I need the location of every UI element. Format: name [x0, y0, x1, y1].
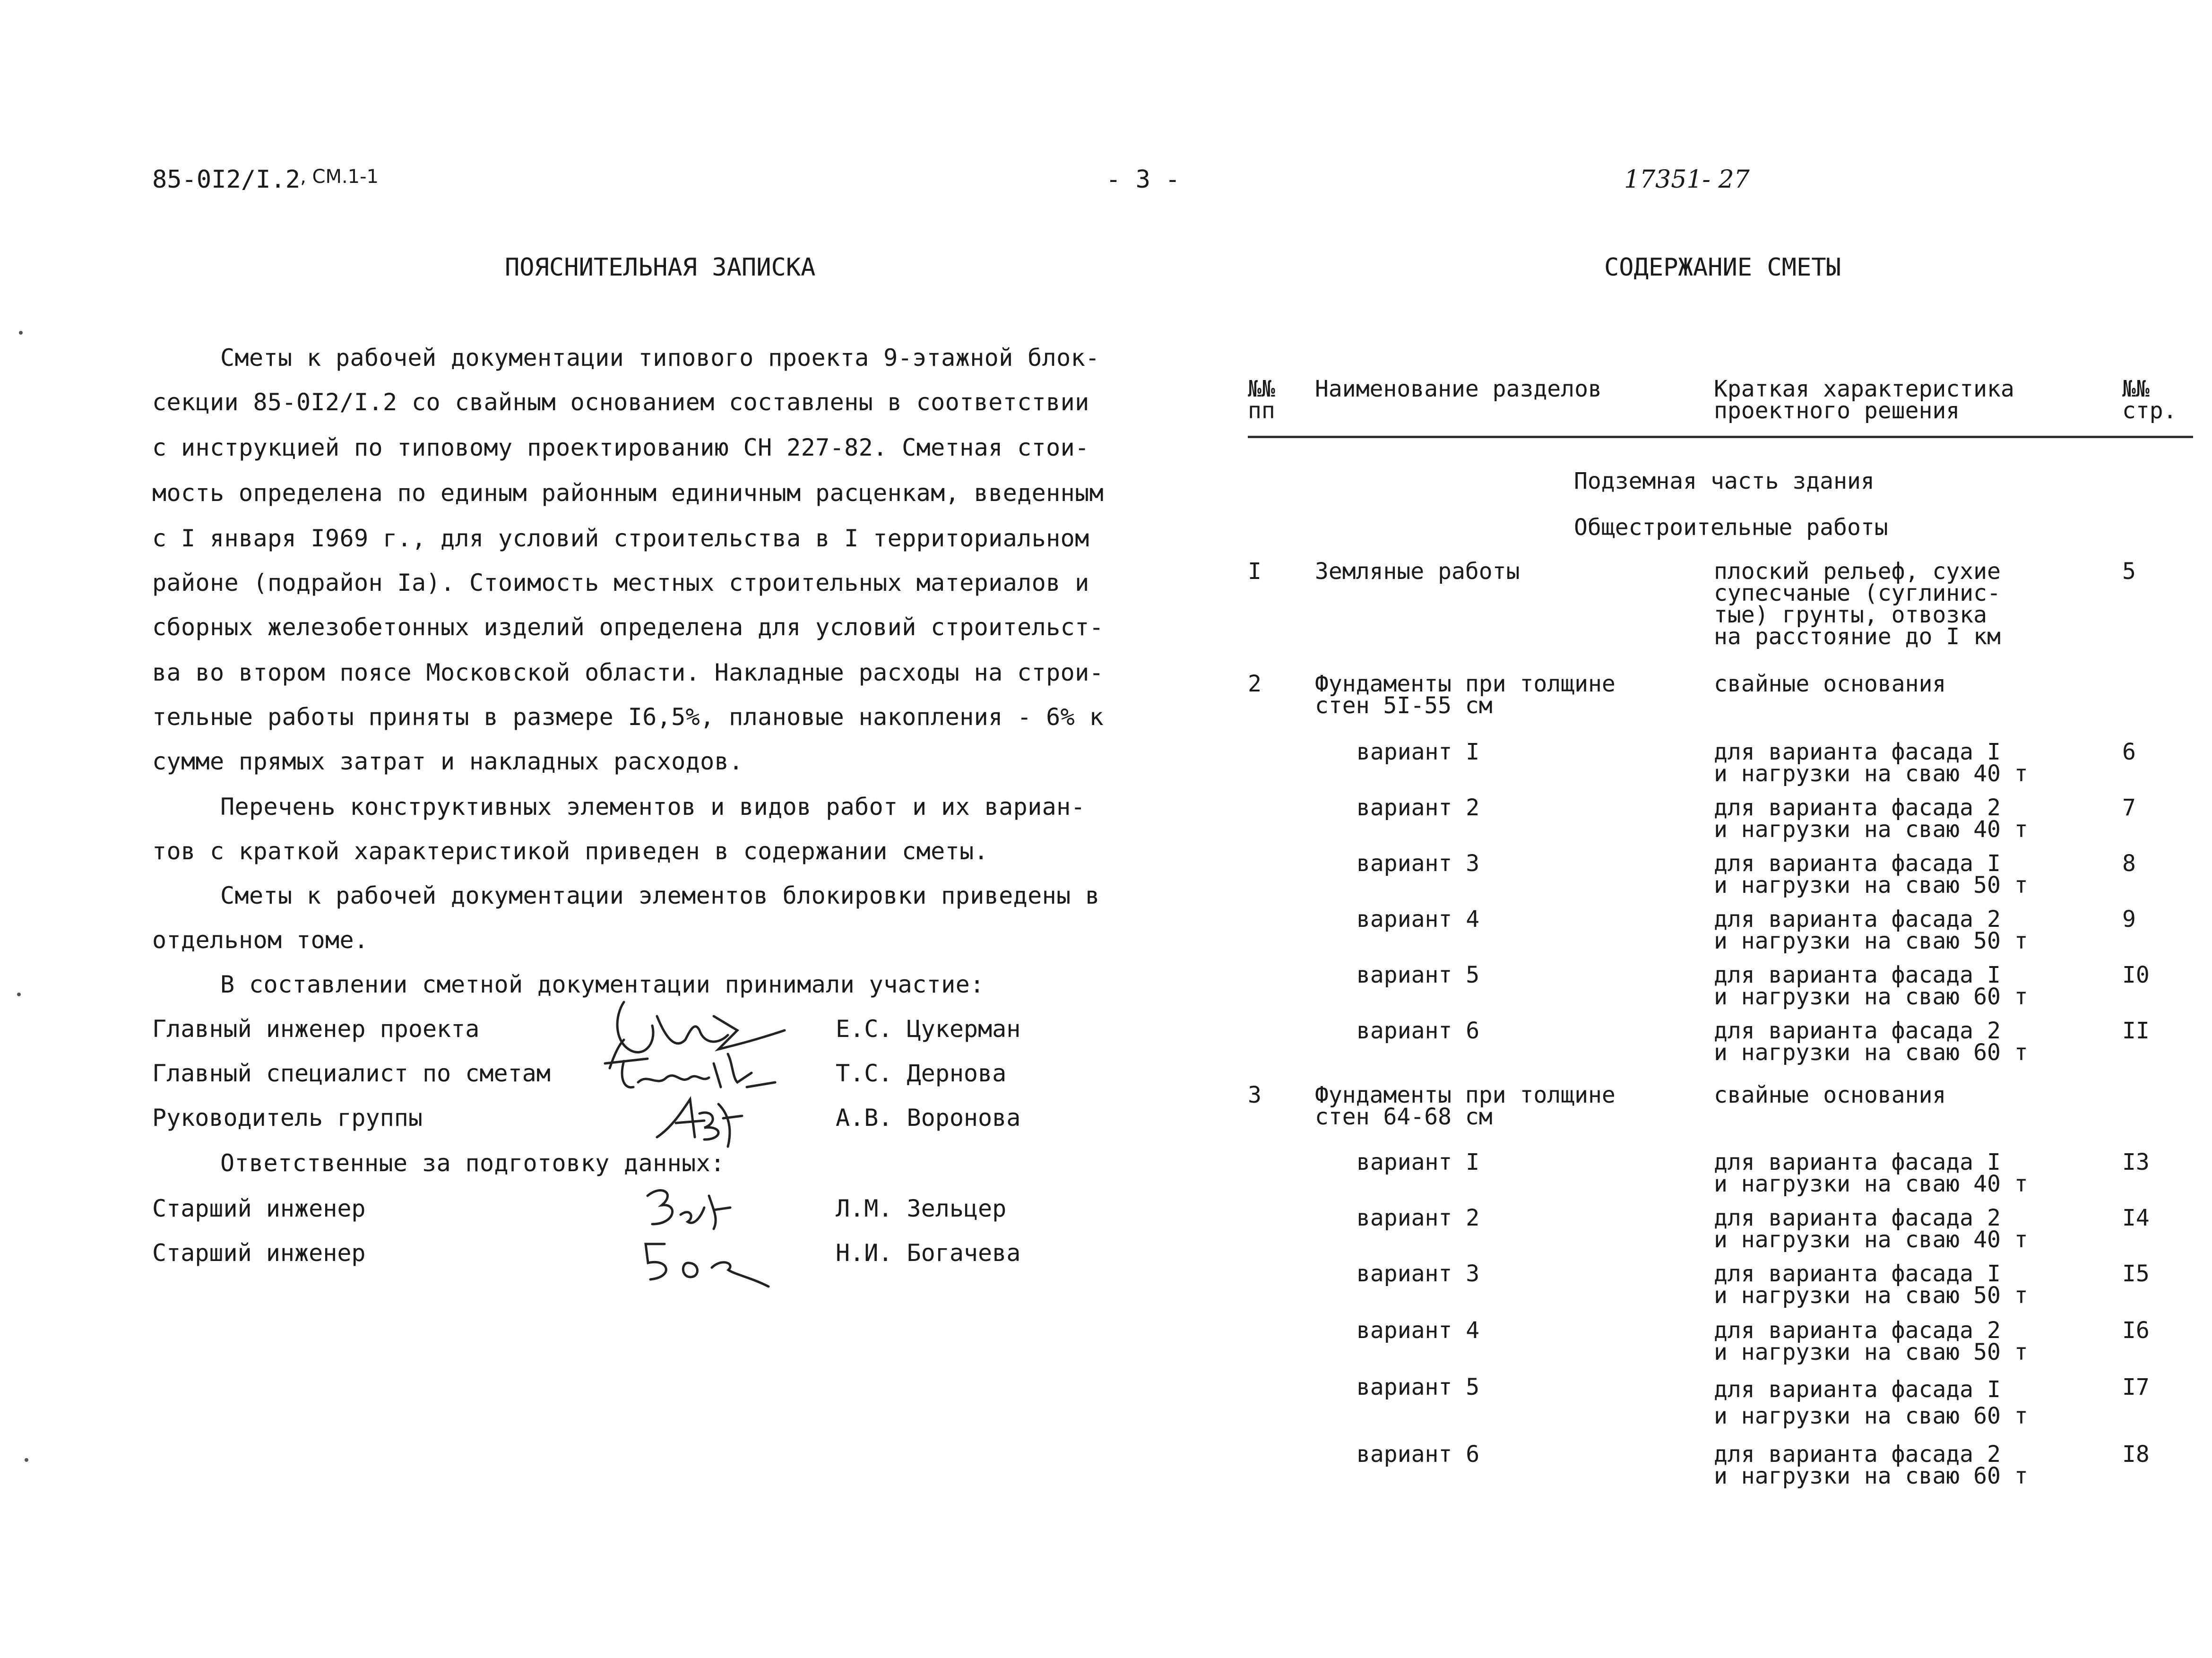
row-name-line: Фундаменты при толщине [1315, 671, 1616, 697]
variant-desc [1714, 964, 2028, 1008]
variant-page: 7 [2122, 794, 2136, 821]
row-name: Земляные работы [1315, 558, 1520, 585]
variant-page: 8 [2122, 850, 2136, 877]
signature-bogacheva [641, 1235, 773, 1291]
note-line: районе (подрайон Iа). Стоимость местных строительных материалов и [152, 569, 1089, 596]
row-num: I [1248, 558, 1262, 585]
header-desc-line: проектного решения [1714, 397, 1960, 424]
variant-desc-line: для варианта фасада I [1714, 850, 2001, 877]
participant-name: Т.С. Дернова [836, 1060, 1007, 1087]
contents-title: СОДЕРЖАНИЕ СМЕТЫ [1604, 253, 1841, 282]
participant-role: Главный инженер проекта [152, 1015, 480, 1043]
variant-page: I8 [2122, 1441, 2150, 1468]
variant-page: I6 [2122, 1317, 2150, 1344]
participant-name: Е.С. Цукерман [836, 1015, 1021, 1043]
variant-desc-line: и нагрузки на сваю 60 т [1714, 1403, 2028, 1429]
signature-voronova [652, 1095, 747, 1151]
variant-page: I4 [2122, 1205, 2150, 1231]
signature-dernova [596, 1045, 794, 1101]
variant-page: 6 [2122, 739, 2136, 765]
variant-desc-line: для варианта фасада I [1714, 1149, 2001, 1175]
variant-label: вариант 2 [1357, 794, 1480, 821]
variant-desc-line: для варианта фасада 2 [1714, 794, 2001, 821]
row-desc-line: плоский рельеф, сухие [1714, 558, 2001, 585]
note-line: тельные работы приняты в размере I6,5%, плановые накопления - 6% к [152, 703, 1104, 731]
group-title: Общестроительные работы [1574, 514, 1888, 541]
header-page-line: стр. [2122, 397, 2177, 424]
variant-desc [1714, 908, 2028, 952]
header-desc-line: Краткая характеристика [1714, 376, 2014, 402]
responsible-role: Старший инженер [152, 1195, 366, 1222]
responsible-name: Л.М. Зельцер [836, 1195, 1007, 1222]
scan-dot [17, 993, 21, 996]
row-desc-line: на расстояние до I км [1714, 623, 2001, 650]
variant-desc [1714, 1207, 2028, 1251]
responsible-name: Н.И. Богачева [836, 1239, 1021, 1267]
variant-desc-line: и нагрузки на сваю 40 т [1714, 1171, 2028, 1197]
variant-desc-line: для варианта фасада 2 [1714, 906, 2001, 933]
variant-desc [1714, 1261, 2028, 1309]
note-line: сборных железобетонных изделий определена для условий строительст- [152, 613, 1104, 641]
variant-label: вариант 5 [1357, 962, 1480, 988]
variant-desc-line: и нагрузки на сваю 50 т [1714, 928, 2028, 954]
row-num: 2 [1248, 671, 1262, 697]
variant-desc-line: и нагрузки на сваю 50 т [1714, 872, 2028, 898]
doc-code-typed: 85-0I2/I.2 [152, 165, 301, 194]
row-desc: свайные основания [1714, 1082, 1946, 1108]
header-rule [1248, 436, 2193, 438]
doc-code-handwritten: , СМ.1-1 [300, 166, 379, 188]
note-line: тов с краткой характеристикой приведен в содержании сметы. [152, 838, 989, 865]
variant-desc-line: для варианта фасада 2 [1714, 1018, 2001, 1044]
variant-desc [1714, 1151, 2028, 1195]
variant-label: вариант 6 [1357, 1018, 1480, 1044]
archive-number: 17351- 27 [1624, 165, 1750, 194]
note-line: сумме прямых затрат и накладных расходов. [152, 748, 743, 775]
variant-desc-line: и нагрузки на сваю 60 т [1714, 1039, 2028, 1066]
variant-desc [1714, 794, 2028, 843]
variant-label: вариант I [1357, 1149, 1480, 1175]
header-num-line: №№ [1248, 376, 1275, 402]
variant-label: вариант 6 [1357, 1441, 1480, 1468]
variant-desc-line: и нагрузки на сваю 50 т [1714, 1339, 2028, 1365]
row-name [1315, 673, 1616, 717]
header-page [2122, 378, 2177, 422]
variant-desc-line: для варианта фасада 2 [1714, 1205, 2001, 1231]
variant-desc [1714, 1018, 2028, 1066]
page-number: - 3 - [1106, 165, 1180, 194]
responsible-role: Старший инженер [152, 1239, 366, 1267]
responsible-heading: Ответственные за подготовку данных: [220, 1149, 725, 1177]
variant-desc-line: для варианта фасада I [1714, 739, 2001, 765]
variant-label: вариант 4 [1357, 1317, 1480, 1344]
variant-desc-line: для варианта фасада 2 [1714, 1317, 2001, 1344]
note-line: Сметы к рабочей документации элементов блокировки приведены в [220, 882, 1100, 909]
participant-name: А.В. Воронова [836, 1104, 1021, 1131]
row-name [1315, 1084, 1616, 1128]
note-line: с инструкцией по типовому проектированию СН 227-82. Сметная стои- [152, 434, 1089, 461]
header-desc [1714, 378, 2014, 422]
variant-desc-line: и нагрузки на сваю 40 т [1714, 1226, 2028, 1253]
participant-role: Главный специалист по сметам [152, 1060, 551, 1087]
header-num [1248, 378, 1275, 422]
variant-label: вариант 5 [1357, 1374, 1480, 1400]
row-desc: свайные основания [1714, 671, 1946, 697]
note-line: отдельном томе. [152, 926, 369, 954]
participant-role: Руководитель группы [152, 1104, 423, 1131]
variant-desc-line: для варианта фасада I [1714, 1376, 2001, 1403]
variant-page: 9 [2122, 906, 2136, 933]
doc-code [152, 165, 379, 194]
variant-desc [1714, 850, 2028, 898]
row-desc [1714, 558, 2001, 650]
variant-page: II [2122, 1018, 2150, 1044]
variant-label: вариант 2 [1357, 1205, 1480, 1231]
row-name-line: Фундаменты при толщине [1315, 1082, 1616, 1108]
header-num-line: пп [1248, 397, 1275, 424]
variant-desc-line: для варианта фасада 2 [1714, 1441, 2001, 1468]
header-page-line: №№ [2122, 376, 2150, 402]
scan-dot [25, 1458, 28, 1462]
group-title: Подземная часть здания [1574, 468, 1875, 494]
note-line: Сметы к рабочей документации типового проекта 9-этажной блок- [220, 344, 1100, 371]
variant-desc-line: для варианта фасада I [1714, 1261, 2001, 1287]
note-line: секции 85-0I2/I.2 со свайным основанием составлены в соответствии [152, 389, 1089, 416]
variant-desc-line: для варианта фасада I [1714, 962, 2001, 988]
header-name: Наименование разделов [1315, 376, 1602, 402]
variant-label: вариант 3 [1357, 850, 1480, 877]
note-line: с I января I969 г., для условий строительства в I территориальном [152, 525, 1089, 552]
variant-desc [1714, 741, 2028, 785]
note-line: Перечень конструктивных элементов и видов работ и их вариан- [220, 793, 1086, 820]
variant-desc-line: и нагрузки на сваю 40 т [1714, 760, 2028, 787]
variant-label: вариант 4 [1357, 906, 1480, 933]
row-num: 3 [1248, 1082, 1262, 1108]
variant-desc-line: и нагрузки на сваю 60 т [1714, 984, 2028, 1010]
row-name-line: стен 5I-55 см [1315, 692, 1493, 719]
note-line: мость определена по единым районным единичным расценкам, введенным [152, 479, 1104, 507]
signature-zeltser [643, 1182, 737, 1234]
variant-desc-line: и нагрузки на сваю 50 т [1714, 1282, 2028, 1309]
variant-page: I5 [2122, 1261, 2150, 1287]
note-line: ва во втором поясе Московской области. Накладные расходы на строи- [152, 659, 1104, 686]
row-page: 5 [2122, 558, 2136, 585]
variant-desc-line: и нагрузки на сваю 40 т [1714, 816, 2028, 843]
note-title: ПОЯСНИТЕЛЬНАЯ ЗАПИСКА [505, 253, 816, 282]
row-desc-line: супесчаные (суглинис- [1714, 580, 2001, 606]
variant-desc [1714, 1443, 2028, 1487]
row-desc-line: тые) грунты, отвозка [1714, 602, 1987, 628]
scan-dot [19, 331, 23, 335]
variant-page: I7 [2122, 1374, 2150, 1400]
variant-desc-line: и нагрузки на сваю 60 т [1714, 1463, 2028, 1489]
variant-label: вариант I [1357, 739, 1480, 765]
variant-label: вариант 3 [1357, 1261, 1480, 1287]
note-line: В составлении сметной документации принимали участие: [220, 971, 985, 998]
variant-page: I0 [2122, 962, 2150, 988]
variant-page: I3 [2122, 1149, 2150, 1175]
row-name-line: стен 64-68 см [1315, 1104, 1493, 1130]
variant-desc [1714, 1317, 2028, 1365]
variant-desc [1714, 1376, 2028, 1429]
